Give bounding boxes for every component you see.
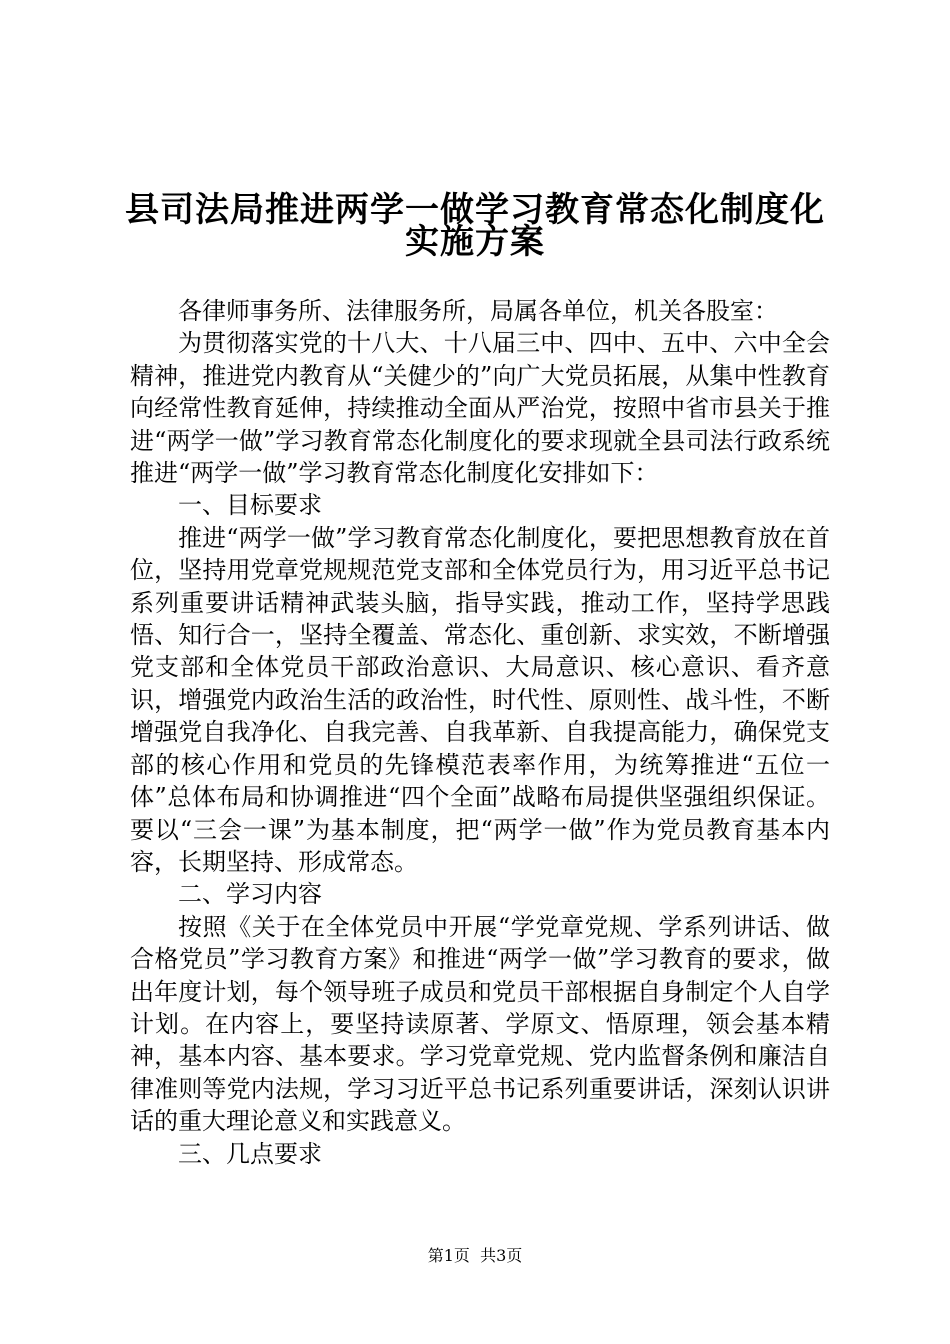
section-3-heading: 三、几点要求 [178,1139,322,1168]
salutation: 各律师事务所、法律服务所，局属各单位，机关各股室： [178,297,778,325]
page-footer: 第1页 共3页 [427,1246,523,1265]
document-title-line-2: 实施方案 [405,222,545,262]
document-title-line-1: 县司法局推进两学一做学习教育常态化制度化 [125,190,825,230]
section-1-paragraph: 推进“两学一做”学习教育常态化制度化，要把思想教育放在首位，坚持用党章党规规范党支部和全体党员行为，用习近平总书记系列重要讲话精神武装头脑，指导实践，推动工作，坚持学思践悟、知行合一，坚持全覆盖、常态化、重创新、求实效，不断增强党支部和全体党员干部政治意识、大局意识、核心意识、看齐意识，增强党内政治生活的政治性，时代性、原则性、战斗性，不断增强党自我净化、自我完善、自我革新、自我提高能力，确保党支部的核心作用和党员的先锋模范表率作用，为统筹推进“五位一体”总体布局和协调推进“四个全面”战略布局提供坚强组织保证。要以“三会一课”为基本制度，把“两学一做”作为党员教育基本内容，长期坚持、形成常态。 [130,523,830,876]
document-body [130,295,830,1170]
section-2-paragraph: 按照《关于在全体党员中开展“学党章党规、学系列讲话、做合格党员”学习教育方案》和推进“两学一做”学习教育的要求，做出年度计划，每个领导班子成员和党员干部根据自身制定个人自学计划。在内容上，要坚持读原著、学原文、悟原理，领会基本精神，基本内容、基本要求。学习党章党规、党内监督条例和廉洁自律准则等党内法规，学习习近平总书记系列重要讲话，深刻认识讲话的重大理论意义和实践意义。 [130,912,830,1136]
section-1-heading: 一、目标要求 [178,491,322,520]
intro-paragraph: 为贯彻落实党的十八大、十八届三中、四中、五中、六中全会精神，推进党内教育从“关健少的”向广大党员拓展，从集中性教育向经常性教育延伸，持续推动全面从严治党，按照中省市县关于推进“两学一做”学习教育常态化制度化的要求现就全县司法行政系统推进“两学一做”学习教育常态化制度化安排如下： [130,329,830,488]
section-2-heading: 二、学习内容 [178,880,322,909]
